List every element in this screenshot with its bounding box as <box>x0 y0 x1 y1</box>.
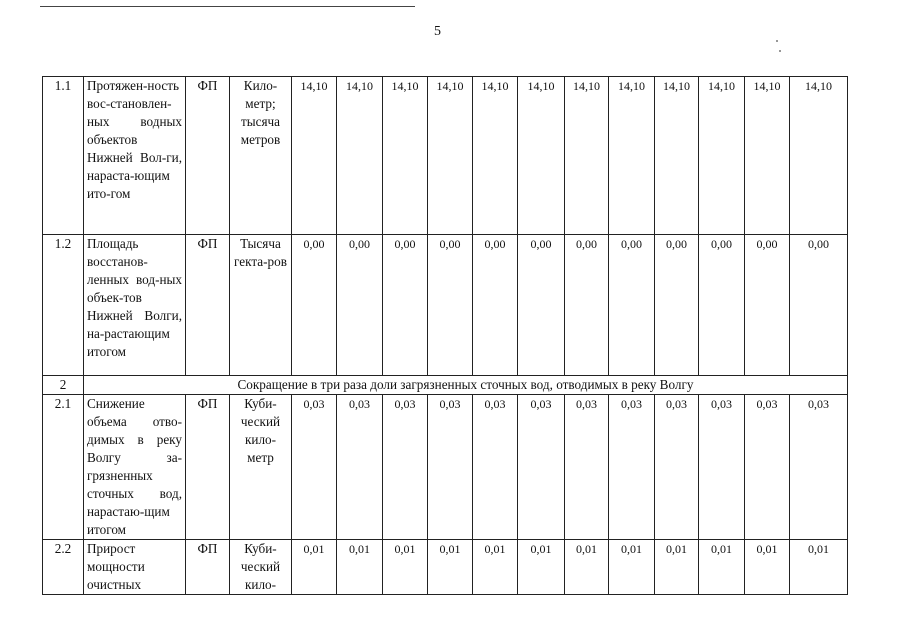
value-cell: 14,10 <box>518 77 565 235</box>
value-cell: 0,01 <box>609 540 655 595</box>
indicator-name: Снижение объема отво-димых в реку Волгу за-грязненных сточных вод, нарастаю-щим итогом <box>84 395 186 540</box>
value-cell: 0,03 <box>428 395 473 540</box>
value-cell: 0,01 <box>790 540 848 595</box>
value-cell: 0,03 <box>655 395 699 540</box>
value-cell: 0,03 <box>473 395 518 540</box>
table-row <box>43 540 848 595</box>
source-code: ФП <box>186 395 230 540</box>
value-cell: 0,00 <box>518 235 565 376</box>
value-cell: 14,10 <box>655 77 699 235</box>
row-number: 2.1 <box>43 395 84 540</box>
row-number: 2.2 <box>43 540 84 595</box>
source-code: ФП <box>186 235 230 376</box>
source-code: ФП <box>186 540 230 595</box>
value-cell: 0,03 <box>609 395 655 540</box>
value-cell: 14,10 <box>745 77 790 235</box>
indicator-name: Площадь восстанов-ленных вод-ных объек-тов Нижней Волги, на-растающим итогом <box>84 235 186 376</box>
value-cell: 0,03 <box>337 395 383 540</box>
value-cell: 0,03 <box>383 395 428 540</box>
value-cell: 0,03 <box>565 395 609 540</box>
value-cell: 14,10 <box>428 77 473 235</box>
value-cell: 0,03 <box>518 395 565 540</box>
unit-of-measure: Тысяча гекта-ров <box>230 235 292 376</box>
source-code: ФП <box>186 77 230 235</box>
value-cell: 0,00 <box>699 235 745 376</box>
value-cell: 14,10 <box>790 77 848 235</box>
value-cell: 0,00 <box>473 235 518 376</box>
value-cell: 0,01 <box>565 540 609 595</box>
unit-of-measure: Кило-метр; тысяча метров <box>230 77 292 235</box>
value-cell: 0,03 <box>292 395 337 540</box>
value-cell: 14,10 <box>565 77 609 235</box>
value-cell: 0,03 <box>790 395 848 540</box>
value-cell: 0,01 <box>337 540 383 595</box>
indicators-table <box>42 76 848 595</box>
section-title: Сокращение в три раза доли загрязненных сточных вод, отводимых в реку Волгу <box>84 376 848 395</box>
value-cell: 0,00 <box>655 235 699 376</box>
value-cell: 0,01 <box>428 540 473 595</box>
value-cell: 0,00 <box>337 235 383 376</box>
value-cell: 0,03 <box>745 395 790 540</box>
value-cell: 0,00 <box>609 235 655 376</box>
section-number: 2 <box>43 376 84 395</box>
value-cell: 0,01 <box>699 540 745 595</box>
section-row <box>43 376 848 395</box>
value-cell: 0,00 <box>790 235 848 376</box>
table-row <box>43 77 848 235</box>
top-edge-rule <box>40 6 415 7</box>
value-cell: 14,10 <box>383 77 428 235</box>
value-cell: 0,01 <box>745 540 790 595</box>
unit-of-measure: Куби-ческий кило- <box>230 540 292 595</box>
scan-speck <box>776 40 778 42</box>
table-row <box>43 395 848 540</box>
value-cell: 0,00 <box>383 235 428 376</box>
value-cell: 0,00 <box>565 235 609 376</box>
unit-of-measure: Куби-ческий кило-метр <box>230 395 292 540</box>
table-row <box>43 235 848 376</box>
indicator-name: Протяжен-ность вос-становлен-ных водных объектов Нижней Вол-ги, нараста-ющим ито-гом <box>84 77 186 235</box>
value-cell: 0,00 <box>745 235 790 376</box>
value-cell: 0,01 <box>655 540 699 595</box>
value-cell: 14,10 <box>337 77 383 235</box>
value-cell: 14,10 <box>473 77 518 235</box>
value-cell: 0,03 <box>699 395 745 540</box>
value-cell: 0,01 <box>473 540 518 595</box>
value-cell: 14,10 <box>609 77 655 235</box>
indicator-name: Прирост мощности очистных <box>84 540 186 595</box>
row-number: 1.2 <box>43 235 84 376</box>
value-cell: 0,01 <box>383 540 428 595</box>
value-cell: 0,00 <box>292 235 337 376</box>
value-cell: 0,01 <box>292 540 337 595</box>
value-cell: 0,00 <box>428 235 473 376</box>
value-cell: 0,01 <box>518 540 565 595</box>
page-number: 5 <box>434 24 441 39</box>
value-cell: 14,10 <box>699 77 745 235</box>
row-number: 1.1 <box>43 77 84 235</box>
value-cell: 14,10 <box>292 77 337 235</box>
scan-speck <box>779 50 781 52</box>
